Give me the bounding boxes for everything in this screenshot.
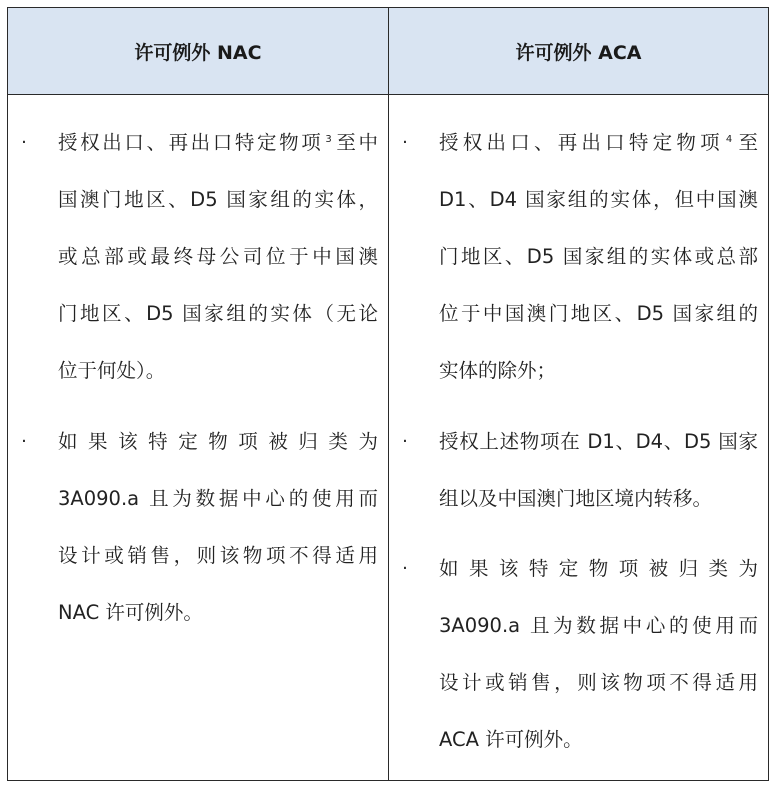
nac-bullet-1-line-3: 或总部或最终母公司位于中国澳	[58, 245, 378, 268]
license-exception-table	[7, 7, 769, 781]
nac-bullet-2-line-3: 设计或销售，则该物项不得适用	[58, 544, 378, 567]
aca-bullet-3-line-2: 3A090.a 且为数据中心的使用而	[439, 614, 758, 637]
column-divider	[388, 8, 389, 780]
aca-bullet-2-line-1: 授权上述物项在 D1、D4、D5 国家	[439, 430, 758, 453]
aca-bullet-1-line-5: 实体的除外；	[439, 359, 557, 382]
aca-bullet-1-line-4: 位于中国澳门地区、D5 国家组的	[439, 302, 758, 325]
bullet-icon: ·	[21, 431, 27, 452]
aca-bullet-3-line-4: ACA 许可例外。	[439, 728, 583, 751]
bullet-icon: ·	[402, 431, 408, 452]
bullet-icon: ·	[402, 558, 408, 579]
aca-bullet-3-line-1: 如果该特定物项被归类为	[439, 557, 758, 580]
nac-bullet-2-line-4: NAC 许可例外。	[58, 601, 203, 624]
bullet-icon: ·	[21, 132, 27, 153]
nac-bullet-2-line-2: 3A090.a 且为数据中心的使用而	[58, 487, 378, 510]
aca-bullet-1-line-1: 授权出口、再出口特定物项 $^4$ 至	[439, 131, 758, 154]
footnote-marker: 4	[725, 133, 733, 145]
nac-bullet-2-line-1: 如果该特定物项被归类为	[58, 430, 378, 453]
header-nac: 许可例外 NAC	[134, 41, 262, 64]
nac-bullet-1-line-2: 国澳门地区、D5 国家组的实体，	[58, 188, 378, 211]
nac-bullet-1-line-5: 位于何处）。	[58, 359, 166, 382]
footnote-marker: 3	[325, 133, 332, 145]
nac-bullet-1-line-1: 授权出口、再出口特定物项 $^3$ 至中	[58, 131, 378, 154]
header-aca: 许可例外 ACA	[515, 41, 642, 64]
aca-bullet-2-line-2: 组以及中国澳门地区境内转移。	[439, 487, 713, 510]
aca-bullet-1-line-3: 门地区、D5 国家组的实体或总部	[439, 245, 758, 268]
aca-bullet-3-line-3: 设计或销售，则该物项不得适用	[439, 671, 758, 694]
nac-bullet-1-line-4: 门地区、D5 国家组的实体（无论	[58, 302, 378, 325]
bullet-icon: ·	[402, 132, 408, 153]
aca-bullet-1-line-2: D1、D4 国家组的实体，但中国澳	[439, 188, 758, 211]
